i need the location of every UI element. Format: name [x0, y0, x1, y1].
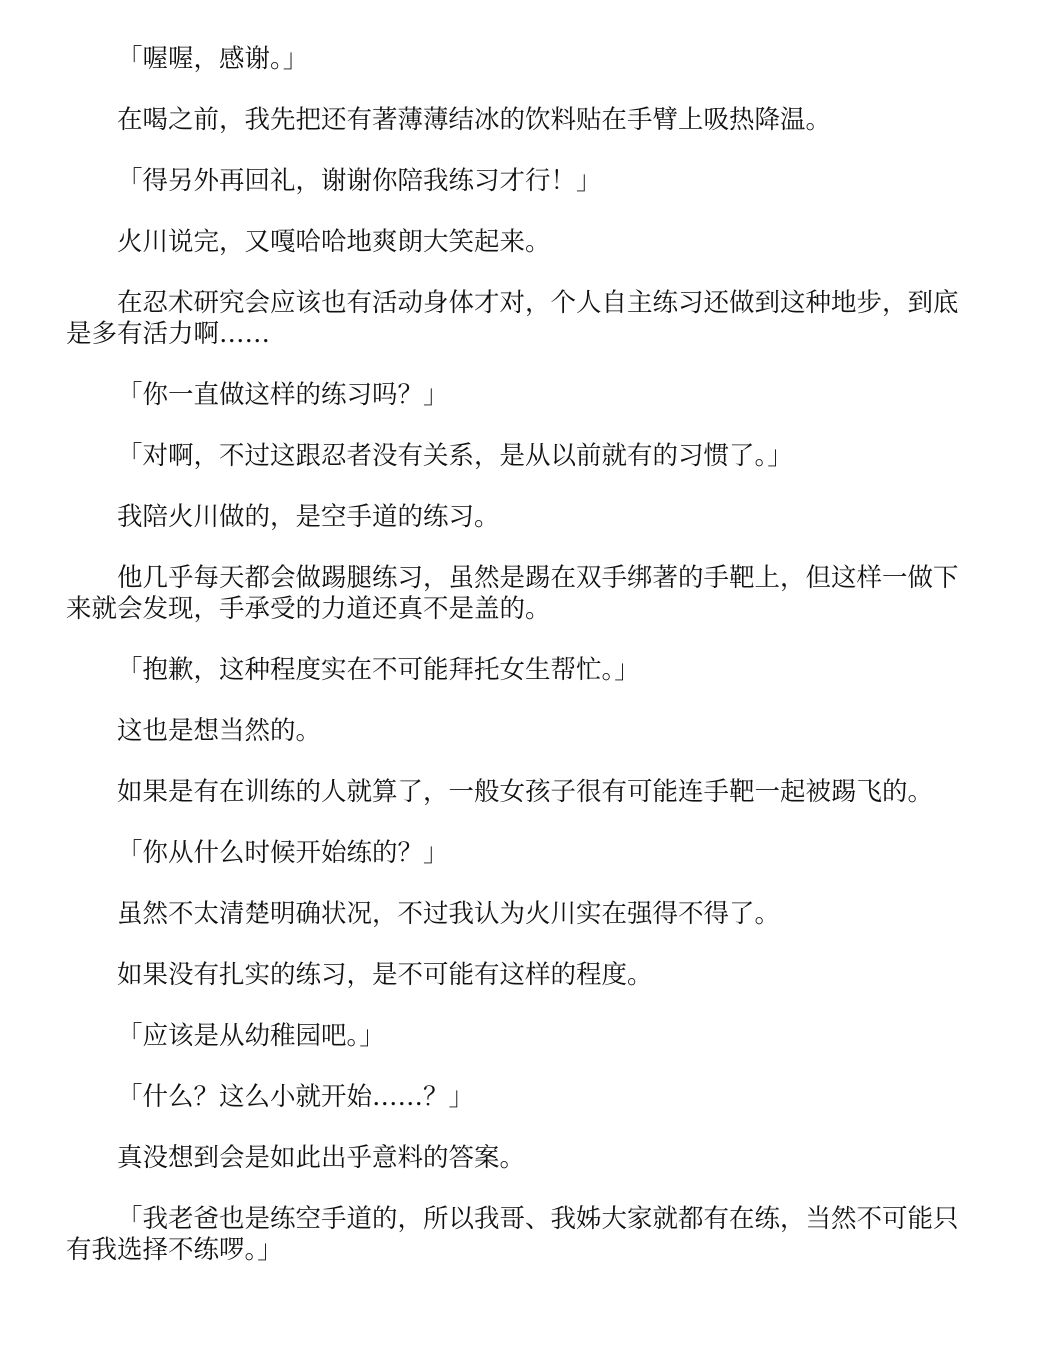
paragraph: 在忍术研究会应该也有活动身体才对，个人自主练习还做到这种地步，到底是多有活力啊…… — [66, 288, 959, 349]
paragraph: 如果是有在训练的人就算了，一般女孩子很有可能连手靶一起被踢飞的。 — [117, 777, 934, 807]
paragraph: 「我老爸也是练空手道的，所以我哥、我姊大家就都有在练，当然不可能只有我选择不练啰。」 — [66, 1204, 959, 1265]
document-page — [66, 44, 974, 1296]
paragraph: 在喝之前，我先把还有著薄薄结冰的饮料贴在手臂上吸热降温。 — [117, 105, 832, 135]
paragraph: 「得另外再回礼，谢谢你陪我练习才行！」 — [117, 166, 602, 196]
paragraph: 火川说完，又嘎哈哈地爽朗大笑起来。 — [117, 227, 551, 257]
paragraph: 虽然不太清楚明确状况，不过我认为火川实在强得不得了。 — [117, 899, 781, 929]
paragraph: 「喔喔，感谢。」 — [117, 44, 309, 74]
paragraph: 他几乎每天都会做踢腿练习，虽然是踢在双手绑著的手靶上，但这样一做下来就会发现，手承受的力道还真不是盖的。 — [66, 563, 959, 624]
paragraph: 如果没有扎实的练习，是不可能有这样的程度。 — [117, 960, 653, 990]
paragraph: 「你从什么时候开始练的？」 — [117, 838, 449, 868]
paragraph: 我陪火川做的，是空手道的练习。 — [117, 502, 500, 532]
paragraph: 「应该是从幼稚园吧。」 — [117, 1021, 385, 1051]
paragraph: 「你一直做这样的练习吗？」 — [117, 380, 449, 410]
paragraph: 「什么？这么小就开始……？」 — [117, 1082, 475, 1112]
paragraph: 这也是想当然的。 — [117, 716, 322, 746]
paragraph: 真没想到会是如此出乎意料的答案。 — [117, 1143, 526, 1173]
paragraph: 「抱歉，这种程度实在不可能拜托女生帮忙。」 — [117, 655, 640, 685]
paragraph: 「对啊，不过这跟忍者没有关系，是从以前就有的习惯了。」 — [117, 441, 793, 471]
